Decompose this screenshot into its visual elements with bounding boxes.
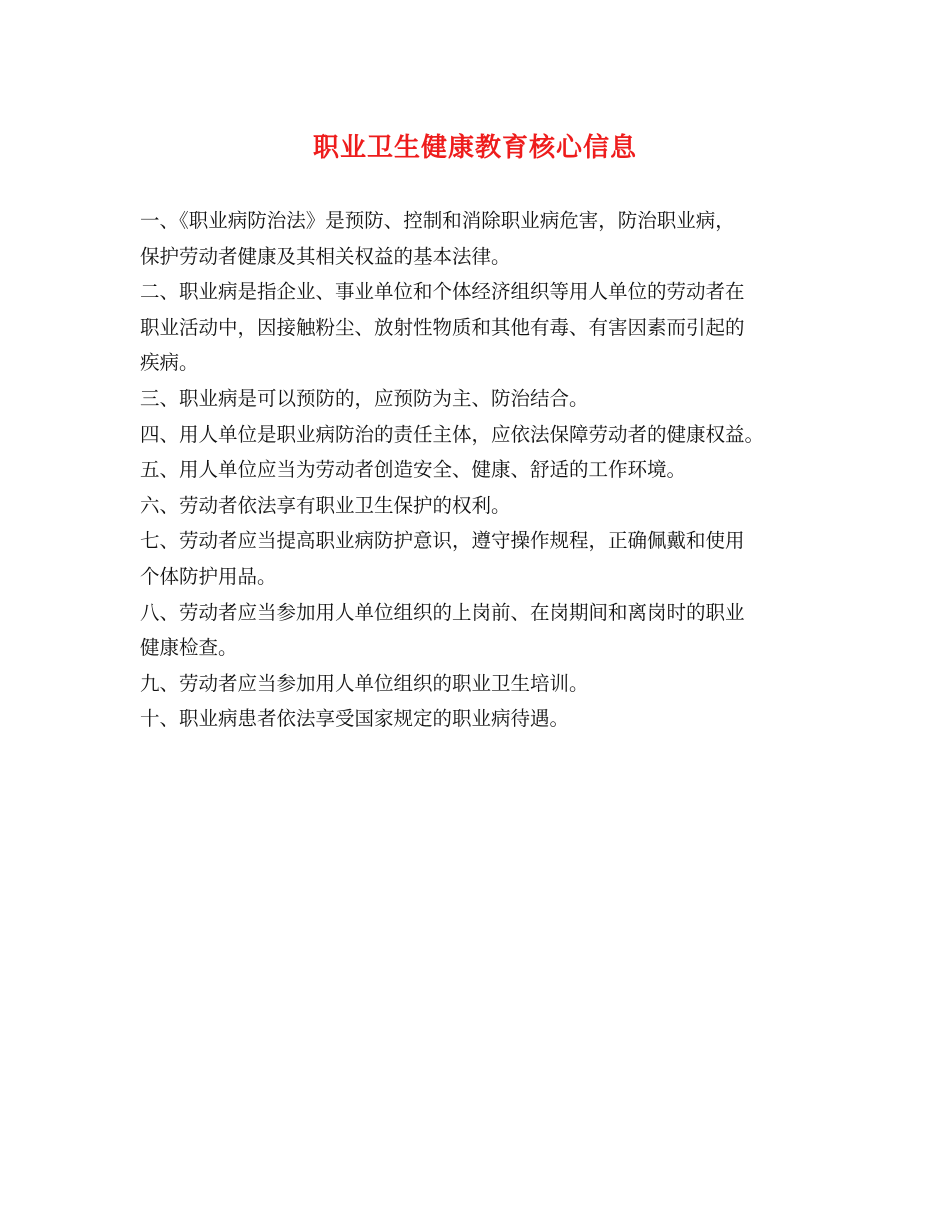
item-line: 九、劳动者应当参加用人单位组织的职业卫生培训。: [140, 671, 589, 695]
list-item-10: [140, 701, 830, 737]
document-body: [140, 203, 830, 737]
item-line: 保护劳动者健康及其相关权益的基本法律。: [140, 244, 511, 268]
item-line: 七、劳动者应当提高职业病防护意识，遵守操作规程，正确佩戴和使用: [140, 529, 745, 553]
item-line: 四、用人单位是职业病防治的责任主体，应依法保障劳动者的健康权益。: [140, 422, 765, 446]
item-line: 六、劳动者依法享有职业卫生保护的权利。: [140, 493, 511, 517]
item-line: 疾病。: [140, 351, 199, 375]
list-item-6: [140, 488, 830, 524]
list-item-3: [140, 381, 830, 417]
list-item-9: [140, 666, 830, 702]
item-line: 个体防护用品。: [140, 564, 277, 588]
item-line: 一、《职业病防治法》是预防、控制和消除职业病危害，防治职业病，: [140, 209, 735, 232]
list-item-4: [140, 417, 830, 453]
list-item-1: [140, 203, 830, 274]
item-line: 三、职业病是可以预防的，应预防为主、防治结合。: [140, 386, 589, 410]
item-line: 八、劳动者应当参加用人单位组织的上岗前、在岗期间和离岗时的职业: [140, 600, 745, 624]
item-line: 五、用人单位应当为劳动者创造安全、健康、舒适的工作环境。: [140, 458, 687, 482]
item-line: 十、职业病患者依法享受国家规定的职业病待遇。: [140, 707, 570, 731]
document-title: 职业卫生健康教育核心信息: [312, 133, 637, 163]
item-line: 二、职业病是指企业、事业单位和个体经济组织等用人单位的劳动者在: [140, 280, 745, 304]
list-item-5: [140, 452, 830, 488]
list-item-2: [140, 274, 830, 381]
item-line: 职业活动中，因接触粉尘、放射性物质和其他有毒、有害因素而引起的: [140, 315, 745, 339]
list-item-7: [140, 523, 830, 594]
list-item-8: [140, 595, 830, 666]
item-line: 健康检查。: [140, 636, 238, 660]
